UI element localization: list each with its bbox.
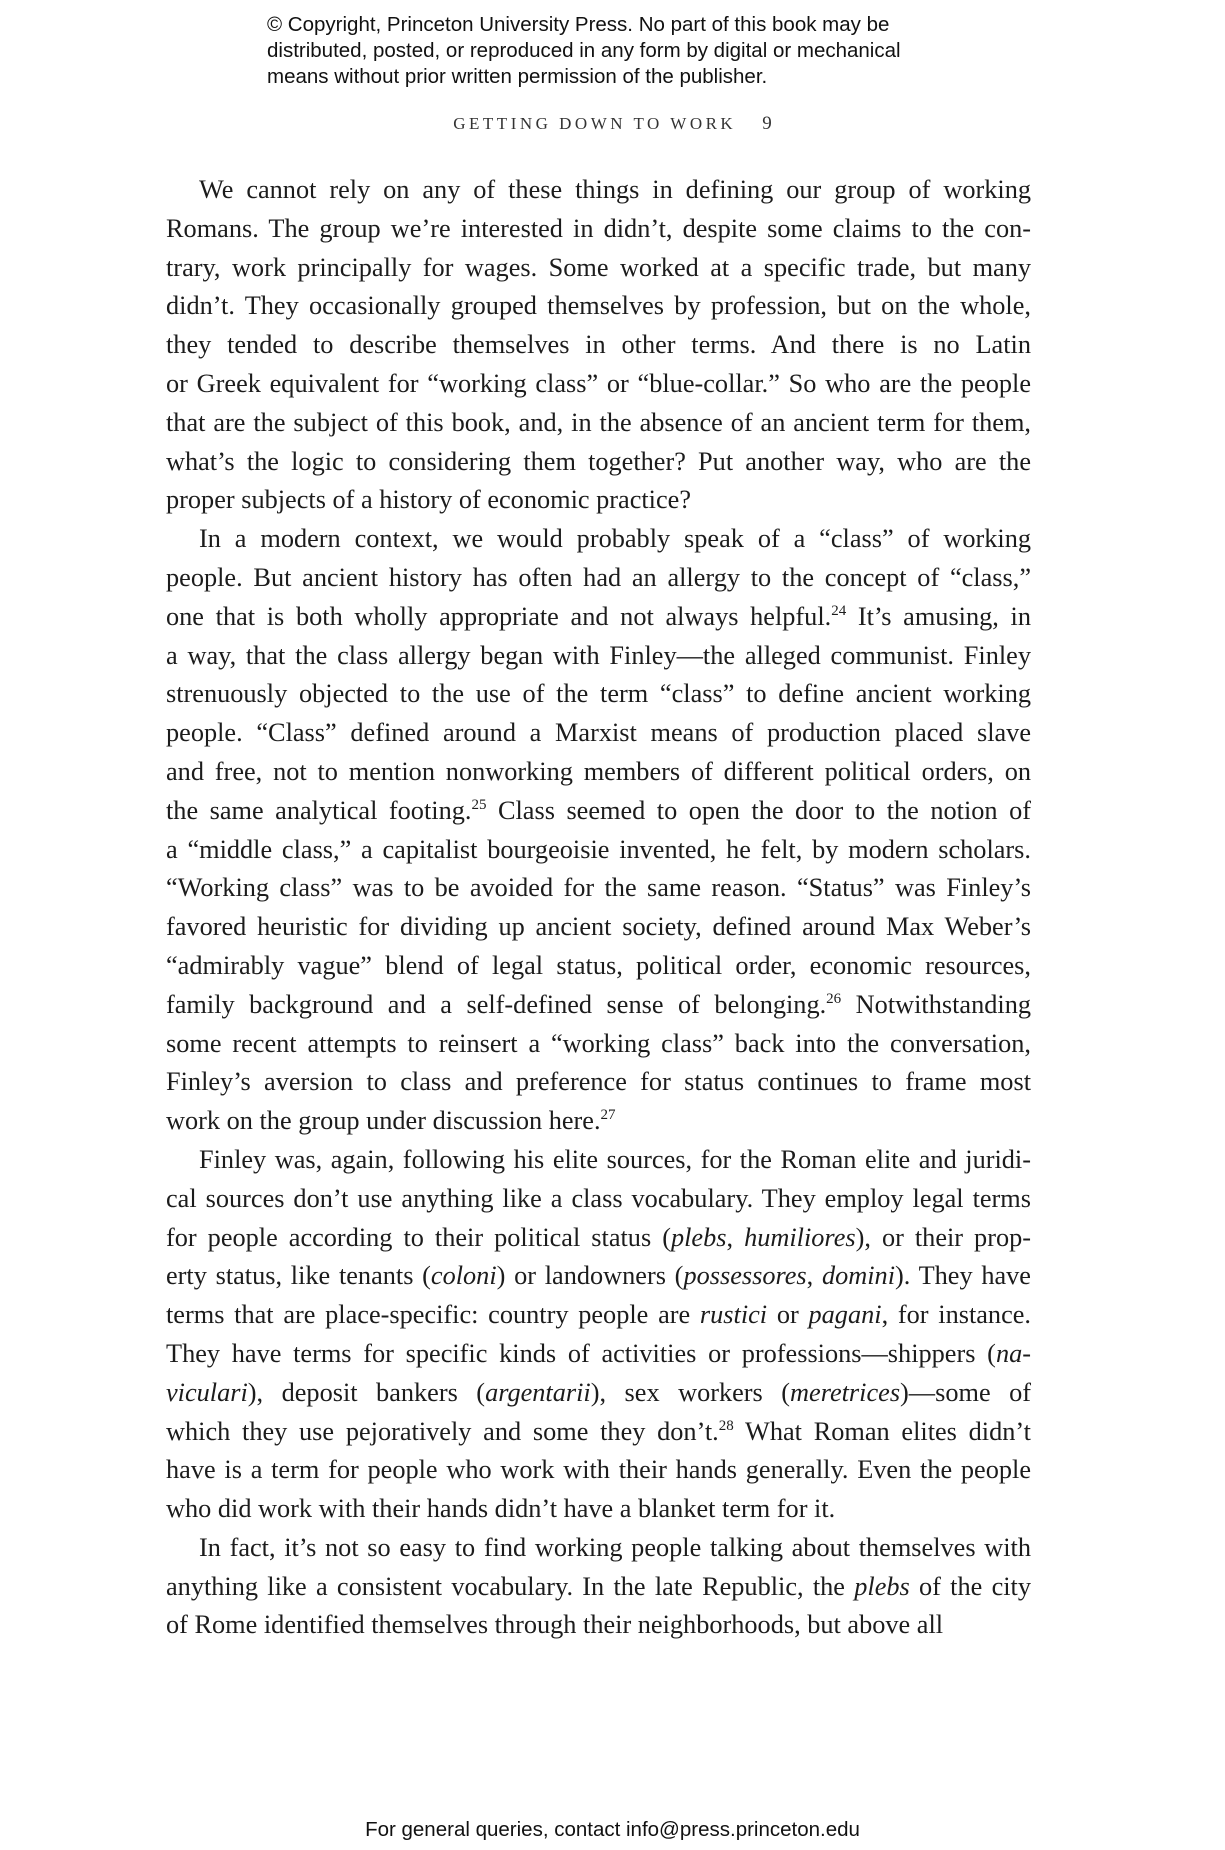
text-line: “Working class” was to be avoided for the same reason. “Status” was Finley’s (166, 873, 1031, 903)
text-line: of Rome identified themselves through their neighborhoods, but above all (166, 1610, 944, 1640)
text-line: one that is both wholly appropriate and not always helpful.$^{24}$ It’s amusing, in (166, 601, 1031, 631)
paragraph (166, 1141, 1031, 1529)
italic-term: viculari (166, 1377, 248, 1407)
text-line: Romans. The group we’re interested in didn’t, despite some claims to the con- (166, 213, 1031, 243)
text-line: terms that are place-specific: country people are rustici or pagani, for instance. (166, 1300, 1031, 1330)
text-line: In fact, it’s not so easy to find working people talking about themselves with (199, 1532, 1031, 1562)
text-line: Finley was, again, following his elite sources, for the Roman elite and juridi- (199, 1144, 1031, 1174)
text-line: for people according to their political status (plebs, humiliores), or their prop- (166, 1222, 1032, 1252)
italic-term: na- (995, 1338, 1031, 1368)
text-line: They have terms for specific kinds of activities or professions—shippers (na- (166, 1338, 1031, 1368)
text-line: cal sources don’t use anything like a class vocabulary. They employ legal terms (166, 1183, 1031, 1213)
italic-term: pagani (808, 1300, 882, 1330)
text-line: a “middle class,” a capitalist bourgeoisie invented, he felt, by modern scholars. (166, 834, 1031, 864)
italic-term: argentarii (485, 1377, 591, 1407)
italic-term: possessores (683, 1261, 807, 1291)
text-line: erty status, like tenants (coloni) or landowners (possessores, domini). They have (166, 1261, 1031, 1291)
text-line: who did work with their hands didn’t have a blanket term for it. (166, 1494, 836, 1524)
text-line: family background and a self-defined sense of belonging.$^{26}$ Notwithstanding (166, 989, 1031, 1019)
paragraph (166, 171, 1031, 520)
copyright-notice (267, 12, 1027, 90)
paragraph (166, 520, 1031, 1141)
text-line: have is a term for people who work with their hands generally. Even the people (166, 1455, 1031, 1485)
text-line: what’s the logic to considering them together? Put another way, who are the (166, 446, 1031, 476)
footnote-ref: 24 (831, 602, 847, 619)
italic-term: humiliores (744, 1222, 856, 1252)
text-line: viculari), deposit bankers (argentarii), sex workers (meretrices)—some of (166, 1377, 1031, 1407)
paragraph (166, 1529, 1031, 1645)
text-line: favored heuristic for dividing up ancient society, defined around Max Weber’s (166, 912, 1031, 942)
text-line: strenuously objected to the use of the term “class” to define ancient working (166, 679, 1031, 709)
text-line: that are the subject of this book, and, in the absence of an ancient term for them, (166, 407, 1031, 437)
text-line: some recent attempts to reinsert a “working class” back into the conversation, (166, 1028, 1031, 1058)
text-line: people. “Class” defined around a Marxist means of production placed slave (166, 718, 1031, 748)
footnote-ref: 25 (471, 796, 487, 813)
italic-term: plebs (670, 1222, 727, 1252)
text-line: people. But ancient history has often had an allergy to the concept of “class,” (166, 562, 1031, 592)
text-line: and free, not to mention nonworking members of different political orders, on (166, 756, 1031, 786)
text-line: the same analytical footing.$^{25}$ Class seemed to open the door to the notion of (166, 795, 1031, 825)
running-head-title: GETTING DOWN TO WORK (453, 114, 737, 133)
italic-term: coloni (430, 1261, 497, 1291)
text-line: or Greek equivalent for “working class” or “blue-collar.” So who are the people (166, 368, 1031, 398)
text-line: which they use pejoratively and some they don’t.$^{28}$ What Roman elites didn’t (166, 1416, 1031, 1446)
text-line: a way, that the class allergy began with Finley—the alleged communist. Finley (166, 640, 1031, 670)
text-line: “admirably vague” blend of legal status, political order, economic resources, (166, 950, 1031, 980)
italic-term: domini (821, 1261, 896, 1291)
footnote-ref: 28 (718, 1417, 734, 1434)
text-line: didn’t. They occasionally grouped themselves by profession, but on the whole, (166, 291, 1031, 321)
text-line: anything like a consistent vocabulary. In the late Republic, the plebs of the city (166, 1571, 1031, 1601)
italic-term: plebs (854, 1571, 910, 1601)
footer-contact: For general queries, contact info@press.princeton.edu (365, 1818, 860, 1841)
body-text (166, 171, 1031, 1645)
text-line: work on the group under discussion here.$^{27}$ (166, 1106, 616, 1136)
running-head (0, 113, 1225, 135)
footnote-ref: 27 (600, 1107, 616, 1124)
copyright-line: © Copyright, Princeton University Press. No part of this book may be (267, 13, 890, 36)
copyright-line: distributed, posted, or reproduced in any form by digital or mechanical (267, 39, 901, 62)
text-line: they tended to describe themselves in other terms. And there is no Latin (166, 330, 1031, 360)
footnote-ref: 26 (826, 990, 842, 1007)
page-number: 9 (762, 113, 772, 134)
text-line: In a modern context, we would probably speak of a “class” of working (199, 524, 1031, 554)
text-line: proper subjects of a history of economic practice? (166, 485, 692, 515)
italic-term: rustici (699, 1300, 768, 1330)
text-line: Finley’s aversion to class and preference for status continues to frame most (166, 1067, 1031, 1097)
text-line: trary, work principally for wages. Some worked at a specific trade, but many (166, 252, 1031, 282)
copyright-line: means without prior written permission of the publisher. (267, 65, 768, 88)
text-line: We cannot rely on any of these things in defining our group of working (199, 175, 1031, 204)
italic-term: meretrices (790, 1377, 901, 1407)
